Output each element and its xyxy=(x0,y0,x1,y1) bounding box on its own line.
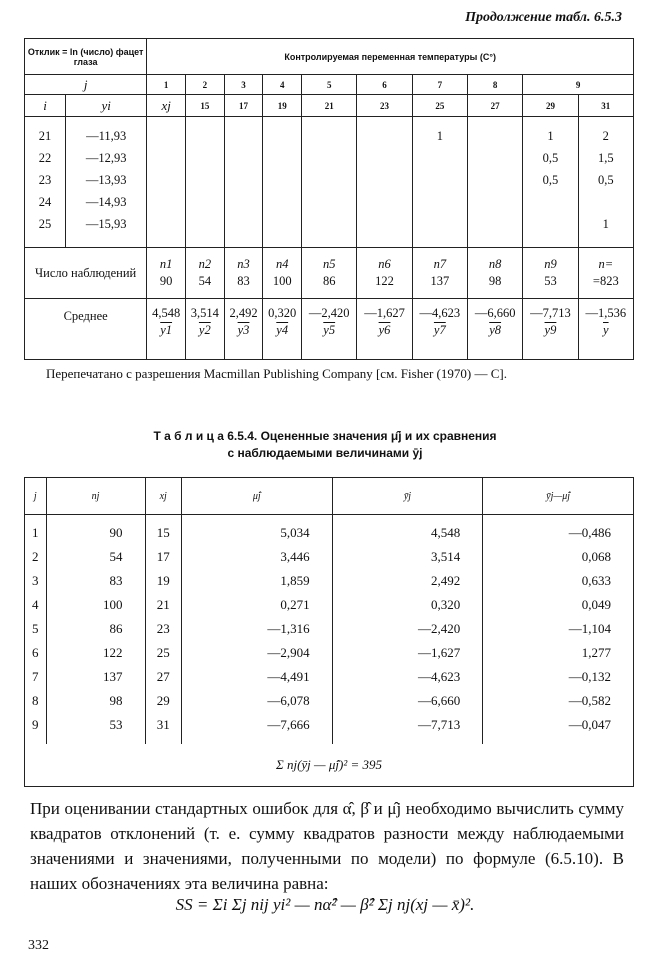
mean-cell xyxy=(578,299,633,360)
count-cell xyxy=(467,248,522,299)
eye-facet-table xyxy=(24,38,634,360)
ybar-value: —2,420 xyxy=(418,621,461,636)
x-value: 27 xyxy=(156,669,170,684)
x-value: 29 xyxy=(523,95,578,117)
mean-value: 2,492 xyxy=(229,306,258,320)
x-value: 25 xyxy=(156,645,170,660)
diff-value: —0,486 xyxy=(568,525,611,540)
column-header: ȳj xyxy=(332,478,483,515)
count-value: =823 xyxy=(592,274,619,288)
n-value: 100 xyxy=(103,597,123,612)
j-value: 4 xyxy=(32,597,39,612)
mu-value: 3,446 xyxy=(280,549,310,564)
diff-value: —0,047 xyxy=(568,717,611,732)
count-cell xyxy=(578,248,633,299)
data-rows xyxy=(25,117,634,248)
estimates-table xyxy=(24,477,634,787)
ybar-value: 4,548 xyxy=(431,525,461,540)
count-symbol: n5 xyxy=(322,257,336,271)
mu-column xyxy=(181,515,332,745)
x-value: 31 xyxy=(578,95,633,117)
mean-cell xyxy=(467,299,522,360)
x-value: 23 xyxy=(357,95,412,117)
count-column xyxy=(263,117,302,248)
count-symbol: n9 xyxy=(544,257,557,271)
count-column xyxy=(467,117,522,248)
caption-line-1: Т а б л и ц а 6.5.4. Оцененные значения μ̂j и их сравнения xyxy=(153,429,497,443)
mean-symbol: y5 xyxy=(323,323,336,337)
sum-line: Σ nj(ȳj — μ̂j)² = 395 xyxy=(25,744,634,787)
n-value: 53 xyxy=(109,717,123,732)
ybar-value: —1,627 xyxy=(418,645,461,660)
diff-value: 0,049 xyxy=(581,597,611,612)
mean-value: 4,548 xyxy=(152,306,181,320)
ybar-value: 2,492 xyxy=(431,573,461,588)
n-value: 122 xyxy=(103,645,123,660)
mean-cell xyxy=(412,299,467,360)
n-column xyxy=(46,515,145,745)
table-caption xyxy=(0,428,650,462)
mu-value: 0,271 xyxy=(280,597,310,612)
x-value: 17 xyxy=(224,95,263,117)
count-value: 122 xyxy=(375,274,394,288)
j-value: 3 xyxy=(224,75,263,95)
x-value: 17 xyxy=(156,549,170,564)
count-row xyxy=(25,248,634,299)
mean-symbol: y2 xyxy=(198,323,211,337)
count-cell xyxy=(263,248,302,299)
j-row xyxy=(25,75,634,95)
mu-value: —1,316 xyxy=(267,621,310,636)
ybar-column xyxy=(332,515,483,745)
x-row xyxy=(25,95,634,117)
mu-value: 5,034 xyxy=(280,525,310,540)
mean-symbol: y1 xyxy=(160,323,173,337)
mean-symbol: y8 xyxy=(489,323,502,337)
x-column xyxy=(145,515,181,745)
mu-value: —7,666 xyxy=(267,717,310,732)
column-header: μ̂j xyxy=(181,478,332,515)
count-column xyxy=(185,117,224,248)
control-header: Контролируемая переменная температуры (С°) xyxy=(147,39,634,75)
n-value: 86 xyxy=(109,621,123,636)
j-value: 1 xyxy=(147,75,186,95)
count-cell xyxy=(147,248,186,299)
x-label: xj xyxy=(147,95,186,117)
count-column: 2 1,5 0,5 1 xyxy=(578,117,633,248)
count-cell xyxy=(357,248,412,299)
j-value: 6 xyxy=(32,645,39,660)
reprint-note: Перепечатано с разрешения Macmillan Publishing Company [см. Fisher (1970) — С]. xyxy=(46,366,507,381)
count-symbol: n4 xyxy=(275,257,289,271)
estimates-body xyxy=(25,515,634,745)
j-value: 5 xyxy=(302,75,357,95)
diff-value: 0,633 xyxy=(581,573,611,588)
diff-value: —0,582 xyxy=(568,693,611,708)
count-value: 53 xyxy=(544,274,557,288)
mean-symbol: y6 xyxy=(378,323,391,337)
x-value: 27 xyxy=(467,95,522,117)
i-label: i xyxy=(25,95,66,117)
count-symbol: n= xyxy=(598,257,614,271)
column-header: nj xyxy=(46,478,145,515)
j-value: 7 xyxy=(412,75,467,95)
count-cell xyxy=(224,248,263,299)
mean-value: —1,627 xyxy=(364,306,405,320)
page-number: 332 xyxy=(28,938,49,953)
mean-cell xyxy=(302,299,357,360)
i-column: 21 22 23 24 25 xyxy=(25,117,66,248)
count-value: 137 xyxy=(430,274,450,288)
diff-value: —0,132 xyxy=(568,669,611,684)
j-value: 8 xyxy=(32,693,39,708)
mean-symbol: y9 xyxy=(544,323,557,337)
n-value: 83 xyxy=(109,573,123,588)
y-column: —11,93 —12,93 —13,93 —14,93 —15,93 xyxy=(66,117,147,248)
count-column: 1 xyxy=(412,117,467,248)
count-value: 83 xyxy=(237,274,250,288)
count-cell xyxy=(185,248,224,299)
x-value: 15 xyxy=(156,525,170,540)
count-symbol: n3 xyxy=(237,257,250,271)
x-value: 31 xyxy=(156,717,170,732)
x-value: 19 xyxy=(263,95,302,117)
diff-value: 0,068 xyxy=(581,549,611,564)
mean-cell xyxy=(263,299,302,360)
count-cell xyxy=(523,248,578,299)
count-value: 54 xyxy=(198,274,212,288)
diff-value: 1,277 xyxy=(581,645,611,660)
mean-cell xyxy=(147,299,186,360)
count-column xyxy=(302,117,357,248)
n-value: 137 xyxy=(103,669,123,684)
mean-cell xyxy=(185,299,224,360)
count-symbol: n2 xyxy=(198,257,212,271)
n-value: 98 xyxy=(109,693,123,708)
x-value: 25 xyxy=(412,95,467,117)
j-value: 6 xyxy=(357,75,412,95)
count-symbol: n6 xyxy=(378,257,391,271)
mu-value: —2,904 xyxy=(267,645,310,660)
ybar-value: —4,623 xyxy=(418,669,461,684)
count-value: 86 xyxy=(322,274,336,288)
j-value: 9 xyxy=(32,717,39,732)
mean-symbol: y4 xyxy=(276,323,289,337)
mean-value: —7,713 xyxy=(530,306,571,320)
y-label: yi xyxy=(66,95,147,117)
j-value: 2 xyxy=(32,549,39,564)
mean-row xyxy=(25,299,634,360)
j-value: 4 xyxy=(263,75,302,95)
mean-symbol: y3 xyxy=(237,323,250,337)
j-value: 3 xyxy=(32,573,39,588)
response-header: Отклик = ln (число) фацет глаза xyxy=(25,39,147,75)
j-value: 7 xyxy=(32,669,39,684)
j-column-empty xyxy=(147,117,186,248)
count-cell xyxy=(412,248,467,299)
count-value: 90 xyxy=(159,274,173,288)
count-column xyxy=(357,117,412,248)
diff-column xyxy=(483,515,634,745)
mean-symbol: y7 xyxy=(433,323,446,337)
x-value: 21 xyxy=(156,597,170,612)
n-value: 54 xyxy=(109,549,123,564)
j-value: 1 xyxy=(32,525,39,540)
x-value: 15 xyxy=(185,95,224,117)
ybar-value: —7,713 xyxy=(418,717,461,732)
n-value: 90 xyxy=(109,525,123,540)
mean-label: Среднее xyxy=(25,299,147,360)
ybar-value: —6,660 xyxy=(418,693,461,708)
mean-value: —6,660 xyxy=(474,306,516,320)
mean-value: 0,320 xyxy=(268,306,297,320)
continuation-label: Продолжение табл. 6.5.3 xyxy=(465,10,622,25)
j-value: 5 xyxy=(32,621,39,636)
count-cell xyxy=(302,248,357,299)
j-label: j xyxy=(25,75,147,95)
diff-value: —1,104 xyxy=(568,621,611,636)
x-value: 23 xyxy=(156,621,170,636)
ybar-value: 0,320 xyxy=(431,597,461,612)
mean-cell xyxy=(357,299,412,360)
estimates-header-row xyxy=(25,478,634,515)
mu-value: 1,859 xyxy=(280,573,310,588)
count-value: 100 xyxy=(272,274,292,288)
mean-cell xyxy=(224,299,263,360)
x-value: 19 xyxy=(156,573,170,588)
count-value: 98 xyxy=(488,274,502,288)
x-value: 21 xyxy=(302,95,357,117)
j-value: 8 xyxy=(467,75,522,95)
j-value: 9 xyxy=(523,75,634,95)
mean-value: —2,420 xyxy=(308,306,350,320)
mean-cell xyxy=(523,299,578,360)
count-column: 1 0,5 0,5 xyxy=(523,117,578,248)
mean-symbol: $\overline{y}$ xyxy=(603,323,609,337)
mu-value: —4,491 xyxy=(267,669,310,684)
column-header: xj xyxy=(145,478,181,515)
ss-formula: SS = Σi Σj nij yi² — nα̂² — β̂² Σj nj(xj — x̄)². xyxy=(175,895,475,914)
count-label: Число наблюдений xyxy=(25,248,147,299)
body-paragraph: При оценивании стандартных ошибок для α̂, β̂ и μ̂j необходимо вычислить сумму квадратов отклонений (т. е. сумму квадратов разности между наблюдаемыми значениями и значениями, полученными по модели) по формуле (6.5.10). В наших обозначениях эта величина равна: xyxy=(30,799,624,893)
count-column xyxy=(224,117,263,248)
count-symbol: n8 xyxy=(488,257,502,271)
column-header: ȳj—μ̂j xyxy=(483,478,634,515)
ybar-value: 3,514 xyxy=(431,549,461,564)
x-value: 29 xyxy=(156,693,170,708)
mu-value: —6,078 xyxy=(267,693,310,708)
column-header: j xyxy=(25,478,47,515)
count-symbol: n1 xyxy=(159,257,173,271)
mean-value: 3,514 xyxy=(190,306,219,320)
count-symbol: n7 xyxy=(433,257,447,271)
caption-line-2: с наблюдаемыми величинами ȳj xyxy=(227,446,423,460)
j-column xyxy=(25,515,47,745)
j-value: 2 xyxy=(185,75,224,95)
mean-value: —4,623 xyxy=(419,306,461,320)
mean-value: —1,536 xyxy=(585,306,627,320)
